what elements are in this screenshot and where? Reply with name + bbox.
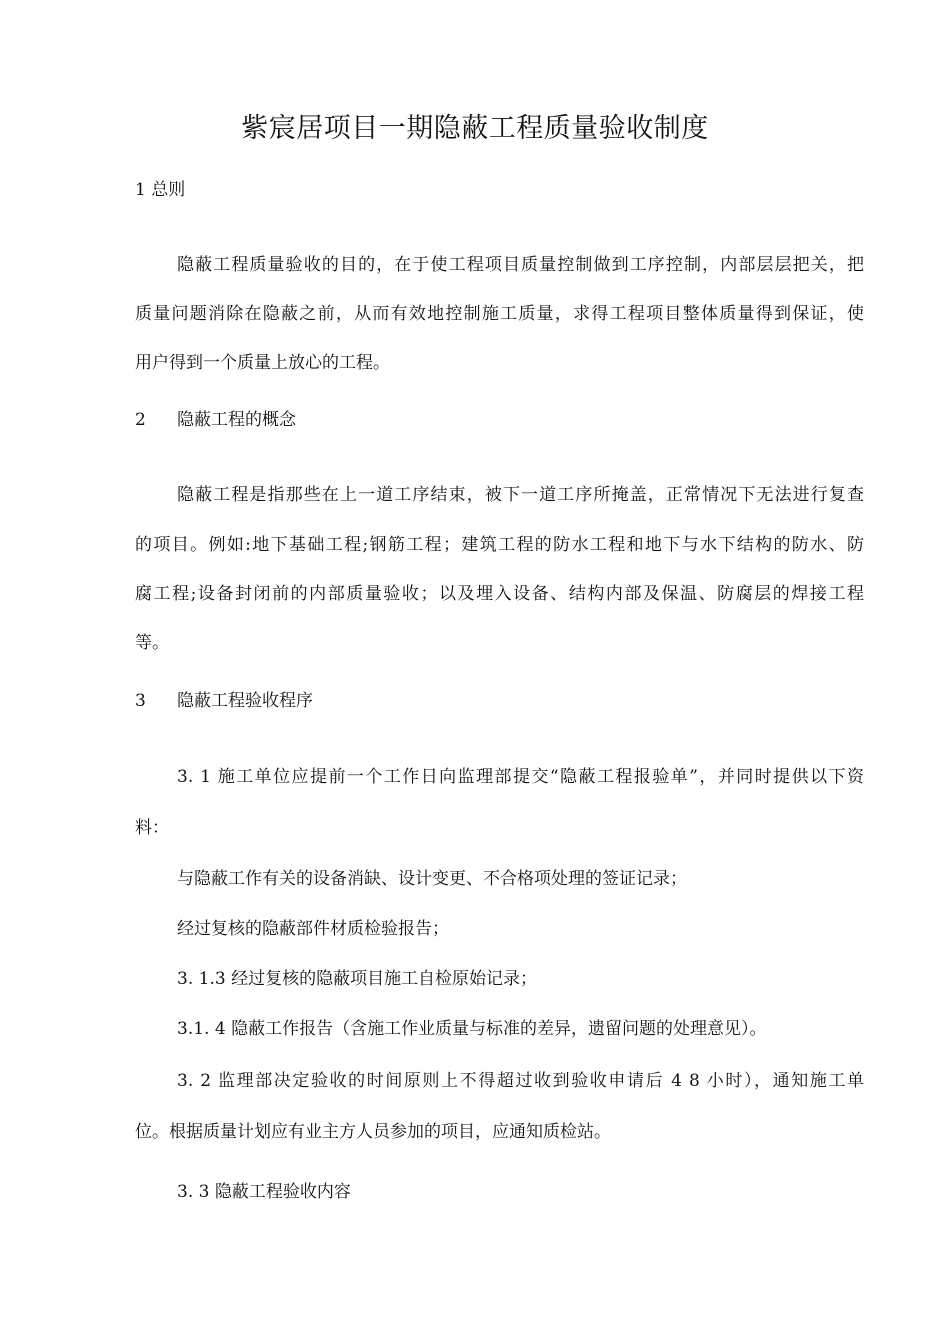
section-2-para-line-4: 等。 — [135, 633, 169, 653]
item-3-2-line-1: 3. 2 监理部决定验收的时间原则上不得超过收到验收申请后 4 8 小时），通知施工单 — [177, 1071, 864, 1091]
section-1-para-line-3: 用户得到一个质量上放心的工程。 — [135, 353, 390, 373]
section-3-title: 隐蔽工程验收程序 — [177, 691, 313, 711]
section-2-heading — [135, 410, 296, 430]
section-1-para-line-1: 隐蔽工程质量验收的目的，在于使工程项目质量控制做到工序控制，内部层层把关，把 — [177, 255, 864, 275]
section-2-para-line-1: 隐蔽工程是指那些在上一道工序结束，被下一道工序所掩盖，正常情况下无法进行复查 — [177, 485, 864, 505]
section-1-heading: 1 总则 — [135, 180, 186, 200]
list-item-material-report: 经过复核的隐蔽部件材质检验报告； — [177, 919, 449, 939]
list-item-signoff-records: 与隐蔽工作有关的设备消缺、设计变更、不合格项处理的签证记录； — [177, 869, 687, 889]
section-3-heading — [135, 691, 313, 711]
item-3-1-line-2: 料： — [135, 818, 169, 838]
item-3-1-4: 3.1. 4 隐蔽工作报告（含施工作业质量与标准的差异，遗留问题的处理意见）。 — [177, 1019, 767, 1039]
item-3-2-line-2: 位。根据质量计划应有业主方人员参加的项目，应通知质检站。 — [135, 1122, 611, 1142]
section-2-para-line-3: 腐工程;设备封闭前的内部质量验收；以及埋入设备、结构内部及保温、防腐层的焊接工程 — [135, 584, 864, 604]
item-3-3: 3. 3 隐蔽工程验收内容 — [177, 1182, 351, 1202]
document-title: 紫宸居项目一期隐蔽工程质量验收制度 — [241, 113, 709, 144]
item-3-1-3: 3. 1.3 经过复核的隐蔽项目施工自检原始记录； — [177, 969, 538, 989]
item-3-1-line-1: 3. 1 施工单位应提前一个工作日向监理部提交“隐蔽工程报验单”，并同时提供以下资 — [177, 767, 864, 787]
section-3-number: 3 — [135, 691, 146, 711]
section-1-para-line-2: 质量问题消除在隐蔽之前，从而有效地控制施工质量，求得工程项目整体质量得到保证，使 — [135, 304, 864, 324]
section-2-title: 隐蔽工程的概念 — [177, 410, 296, 430]
section-2-number: 2 — [135, 410, 146, 430]
section-2-para-line-2: 的项目。例如:地下基础工程;钢筋工程；建筑工程的防水工程和地下与水下结构的防水、防 — [135, 535, 864, 555]
